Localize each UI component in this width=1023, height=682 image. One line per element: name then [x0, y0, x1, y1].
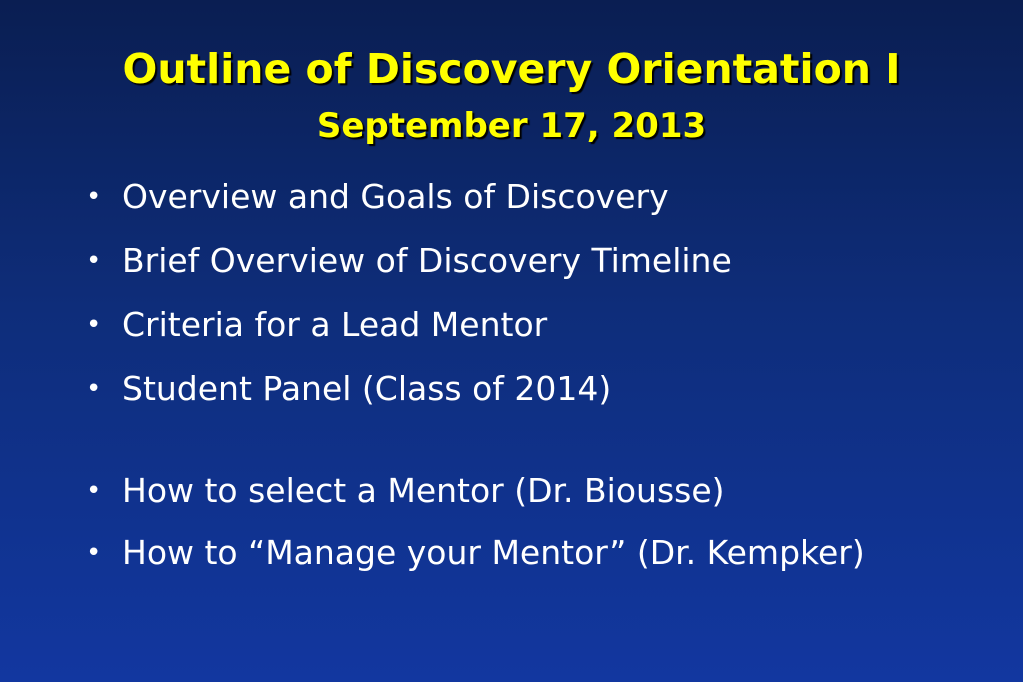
bullet-text: Overview and Goals of Discovery: [122, 177, 669, 216]
bullet-text: How to “Manage your Mentor” (Dr. Kempker): [122, 533, 865, 572]
bullet-icon: •: [86, 182, 102, 212]
bullet-item: [84, 241, 732, 281]
bullet-text: Brief Overview of Discovery Timeline: [122, 241, 732, 280]
bullet-icon: •: [86, 538, 102, 568]
bullet-icon: •: [86, 374, 102, 404]
slide-title: Outline of Discovery Orientation I: [122, 45, 901, 93]
bullet-item: [84, 533, 865, 573]
bullet-item: [84, 369, 611, 409]
slide-subtitle-date: September 17, 2013: [316, 106, 707, 146]
bullet-icon: •: [86, 476, 102, 506]
bullet-text: How to select a Mentor (Dr. Biousse): [122, 471, 725, 510]
bullet-item: [84, 471, 725, 511]
bullet-text: Student Panel (Class of 2014): [122, 369, 612, 408]
bullet-item: [84, 177, 669, 217]
bullet-icon: •: [86, 310, 102, 340]
bullet-icon: •: [86, 246, 102, 276]
bullet-item: [84, 305, 547, 345]
bullet-text: Criteria for a Lead Mentor: [122, 305, 548, 344]
